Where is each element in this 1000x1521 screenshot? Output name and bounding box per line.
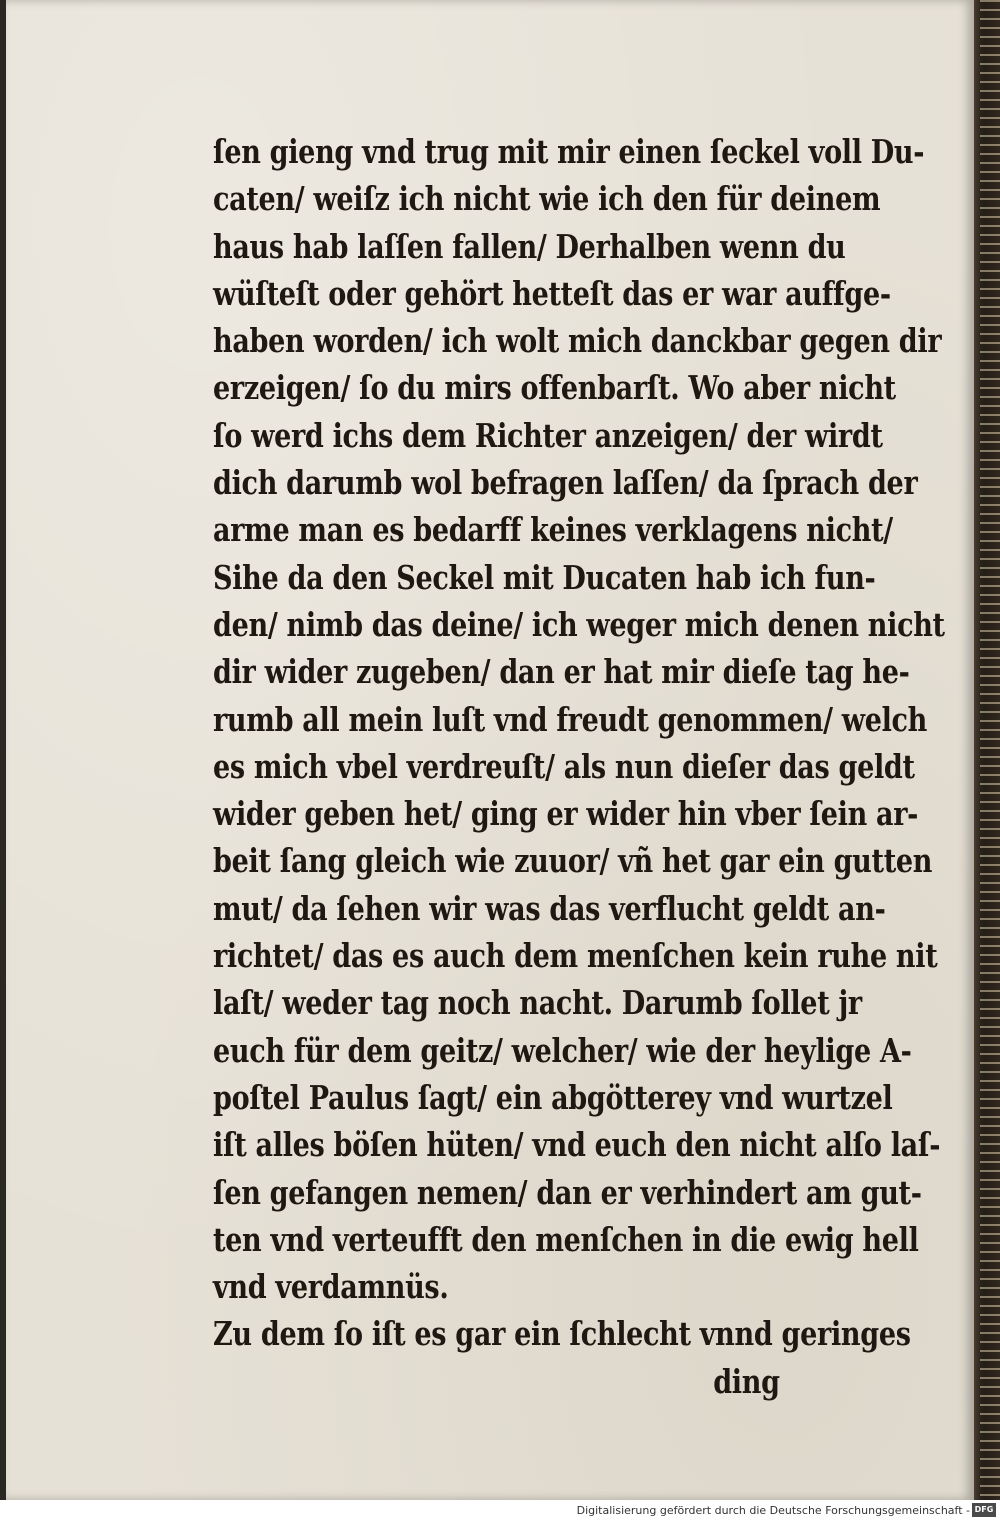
catchword: ding [713,1361,780,1401]
funding-credit: Digitalisierung gefördert durch die Deutsche Forschungsgemeinschaft - [576,1504,970,1517]
footer-bar [0,1500,1000,1521]
text-line: vnd verdamnüs. [213,1267,449,1307]
text-line: poſtel Paulus ſagt/ ein abgötterey vnd wurtzel [213,1077,893,1117]
text-line: dich darumb wol befragen laſſen/ da ſprach der [213,463,918,503]
text-line: rumb all mein luſt vnd freudt genommen/ welch [213,699,928,739]
text-line: dir wider zugeben/ dan er hat mir dieſe tag he- [213,652,910,692]
text-line: Zu dem ſo iſt es gar ein ſchlecht vnnd geringes [213,1314,911,1354]
text-line: ten vnd verteufft den menſchen in die ewig hell [213,1219,919,1259]
text-line: iſt alles böſen hüten/ vnd euch den nicht alſo laſ- [213,1125,941,1165]
text-line: Sihe da den Seckel mit Ducaten hab ich fun- [213,557,876,597]
dfg-logo: DFG [972,1503,996,1517]
text-line: caten/ weiſz ich nicht wie ich den für deinem [213,179,881,219]
text-line: ſo werd ichs dem Richter anzeigen/ der wirdt [213,415,883,455]
scale-ruler [980,0,1000,1500]
text-line: erzeigen/ ſo du mirs offenbarſt. Wo aber nicht [213,368,896,408]
text-line: den/ nimb das deine/ ich weger mich denen nicht [213,604,945,644]
text-line: wüſteſt oder gehört hetteſt das er war auffge- [213,273,891,313]
text-line: wider geben het/ ging er wider hin vber ſein ar- [213,794,919,834]
text-line: laſt/ weder tag noch nacht. Darumb ſollet jr [213,983,862,1023]
text-line: arme man es bedarff keines verklagens nicht/ [213,510,893,550]
text-line: haus hab laſſen fallen/ Derhalben wenn du [213,226,846,266]
text-line: ſen gefangen nemen/ dan er verhindert am gut- [213,1172,922,1212]
text-line: euch für dem geitz/ welcher/ wie der heylige A- [213,1030,912,1070]
text-line: haben worden/ ich wolt mich danckbar gegen dir [213,321,942,361]
text-line: ſen gieng vnd trug mit mir einen ſeckel voll Du- [213,132,925,171]
page-text-block [213,128,945,1405]
text-line: mut/ da ſehen wir was das verflucht geldt an- [213,888,886,928]
text-line: beit ſang gleich wie zuuor/ vñ het gar ein gutten [213,841,933,881]
text-line: richtet/ das es auch dem menſchen kein ruhe nit [213,936,938,976]
text-line: es mich vbel verdreuſt/ als nun dieſer das geldt [213,746,915,786]
